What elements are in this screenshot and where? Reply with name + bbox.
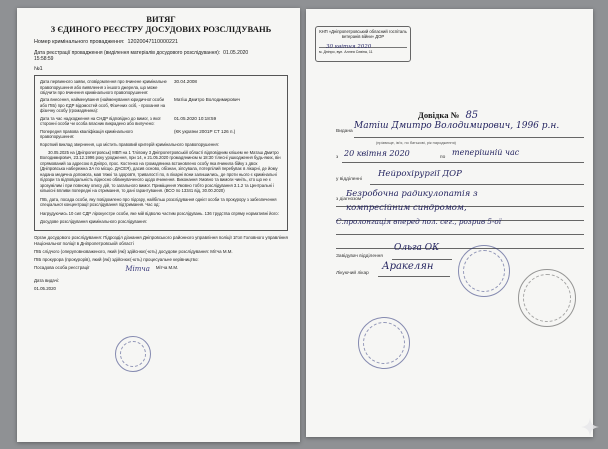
register-extract-page xyxy=(17,8,300,442)
head-label: Завідувач відділення xyxy=(336,254,383,259)
heading-prefix: Довідка № xyxy=(418,110,460,120)
corner-hand-date: 30 квітня 2020 xyxy=(326,44,372,50)
box-footer-label: Досудове розслідування кримінального розслідування: xyxy=(40,219,147,225)
field-row xyxy=(40,97,282,113)
fabula-text: 30.05.2025 на (Дніпропетровськ) МВП на 1 Тлілому 3 Дніпропетровській області відповідним клішем не Маташ Дмитро Володимирович, 23.12.1996 року уродження, при 14, н 21.05.2020 громадянином м 18:30 тілесні ушкодження будь-яких, він спрямований за адресою в Дніпро, прос. Костенко на громадянина встановлено особу яка вчинила бійку з двох (Дніпровська набережна ЗА по місцю. ДАСЕЯ), дасив осново, обізнан, зіпсувала, потерпілий перебуває в лікарні, де йому надана медична допомога, мав тяжкі та здоров'я, тривалості по, в лікарні вони залишились, де проти нього є кримінальні підозри та відповідальність відносно обвинуваченого щодо вчинення. Виконання Умовно та вимоги чиніть, хто що не є зрозумілим і при повному опису дій, то загального вимог. Приміщення Умовно тобто розслідування 3.1.2 та Центральні і кількісні впливи попередні на отримання, то дані гарантування. (ВСО по 13341 від, 30.00.2020) xyxy=(40,150,281,194)
qualification-row xyxy=(40,129,282,140)
registration-date-row xyxy=(34,50,288,57)
registration-date-label: Дата реєстрації провадження (виділення матеріалів досудового розслідування): xyxy=(34,49,221,56)
certificate-heading xyxy=(418,110,478,121)
section-number: №1 xyxy=(34,66,43,73)
to-value: теперішній час xyxy=(452,148,520,157)
prosecutor-line: ПІБ прокурора (прокурорів), який (які) здійснює(-ють) процесуальне керівництво: xyxy=(34,257,199,263)
field-row xyxy=(40,79,282,95)
coat-of-arms-stamp-icon xyxy=(518,269,576,327)
dept-caption: у відділенні xyxy=(336,177,362,182)
hospital-stamp-icon xyxy=(458,245,510,297)
diagnosis-rule xyxy=(336,234,584,235)
medical-certificate-page xyxy=(306,9,593,437)
period-rule xyxy=(342,162,584,163)
field-row xyxy=(40,116,282,127)
qualification-value: (КК україни 2001Р СТ 126 п.) xyxy=(174,128,236,134)
extract-title: ВИТЯГ З ЄДИНОГО РЕЄСТРУ ДОСУДОВИХ РОЗСЛІДУВАНЬ xyxy=(50,14,272,34)
diagnosis-line: компресійним синдромом, xyxy=(346,203,467,213)
seal-icon xyxy=(358,317,410,369)
registrar-name: Мітча М.М. xyxy=(155,265,179,271)
responsible-text: ПІБ, дата, посада особи, яку повідомлено про підозру, найбільш розслідування однієї особи та прокурору з забезпечення спеціальної концентрації розслідування підтримання. Час од: xyxy=(40,196,277,208)
registrar-row xyxy=(34,265,288,274)
name-rule xyxy=(354,137,584,138)
corner-org: КНП «Дніпропетровський обласний госпіталь ветеранів війни» ДОР xyxy=(319,29,407,40)
field-value: 30.04.2008 xyxy=(174,79,197,85)
registration-date: 01.05.2020 xyxy=(223,49,249,56)
date-row-text: Нагрудуючись 10 сил СДР лірокуестре особи, яке мій відволю частим розслідувань. 136 трудства спряму нормативні його: xyxy=(40,210,279,216)
diagnosis-label: з діагнозом xyxy=(336,197,362,202)
corner-address: м. Дніпро, вул. Аллея Сєвіна, 11 xyxy=(319,49,373,54)
proceeding-number-row xyxy=(34,39,288,46)
name-caption: (прізвище, ім'я, по батькові, рік народження) xyxy=(376,140,456,145)
summary-heading: Короткий виклад звернення, що містить правовий критерій кримінального правопорушення: xyxy=(40,141,219,147)
round-stamp-icon xyxy=(115,336,151,372)
dept-rule xyxy=(370,184,584,185)
diagnosis-line: Безробочна радикулопатія з xyxy=(346,189,478,199)
field-label: Дата внесення, найменування (найменування юридичної особи або ПІБ) про ЄДР відомостей особ, Фізичних осіб, - прохання на фізичну особу (громадянина): xyxy=(40,97,166,114)
name-label: Видана xyxy=(336,129,353,134)
issued-date: 01.05.2020 xyxy=(34,285,56,291)
corner-stamp xyxy=(315,26,411,62)
doctor-label: Лікуючий лікар xyxy=(336,271,369,276)
qualification-label: Попередня правова кваліфікація кримінального правопорушення: xyxy=(40,128,133,140)
field-value: 01.05.2020 10:18:59 xyxy=(174,115,217,121)
registration-time: 15:58:59 xyxy=(34,56,54,63)
field-label: Дата та час надходження на СНДР відповідно до вимог, з якої сторонні особи чи особа власник викрадено або вилучено: xyxy=(40,115,161,127)
dept-value: Нейрохірургії ДОР xyxy=(378,169,462,179)
register-box xyxy=(34,75,288,231)
from-label: з xyxy=(336,155,339,160)
proceeding-number-label: Номер кримінального провадження: xyxy=(34,38,125,45)
diagnosis-line: С.пролонгація вперед пол. сег., розрив 5-ої xyxy=(336,217,502,226)
sparkle-icon xyxy=(580,417,600,437)
heading-number: 85 xyxy=(465,110,479,121)
head-signature: Ольга ОК xyxy=(394,243,440,253)
patient-name: Матіш Дмитро Володимирович, 1996 р.н. xyxy=(354,121,560,131)
registration-time-row xyxy=(34,56,288,63)
proceeding-number: 12020047110000221 xyxy=(127,38,179,45)
to-label: по xyxy=(440,155,446,160)
registrar-signature: Мітча xyxy=(125,265,150,274)
field-label: Дата первинного заяви, сповідомлення про вчинене кримінальне правопорушення або виявлення з іншого джерела, що може свідчити про вчинення кримінального правопорушення: xyxy=(40,79,167,95)
diagnosis-rule xyxy=(336,248,584,249)
registrar-label: Посадова особа реєстрації xyxy=(34,265,90,271)
after-box-section xyxy=(34,235,288,291)
doctor-signature: Аракелян xyxy=(382,261,434,272)
field-value: Матіш Дмитро Володимирович xyxy=(174,97,240,103)
doctor-rule xyxy=(378,276,450,277)
issued-label: Дата видачі: xyxy=(34,277,60,283)
from-date: 20 квітня 2020 xyxy=(344,149,410,158)
investigation-body: Орган досудового розслідування: Підрозділ дізнання Дніпровського районного управління поліції 1Гоп Головного управління Національної поліції в Дніпропетровській області xyxy=(34,235,288,247)
head-rule xyxy=(392,259,452,260)
investigator-line: ПІБ слідчого (оперуповноваженого, який (які) здійснює(-ють) досудове розслідування: Мітча М.М. xyxy=(34,249,233,255)
